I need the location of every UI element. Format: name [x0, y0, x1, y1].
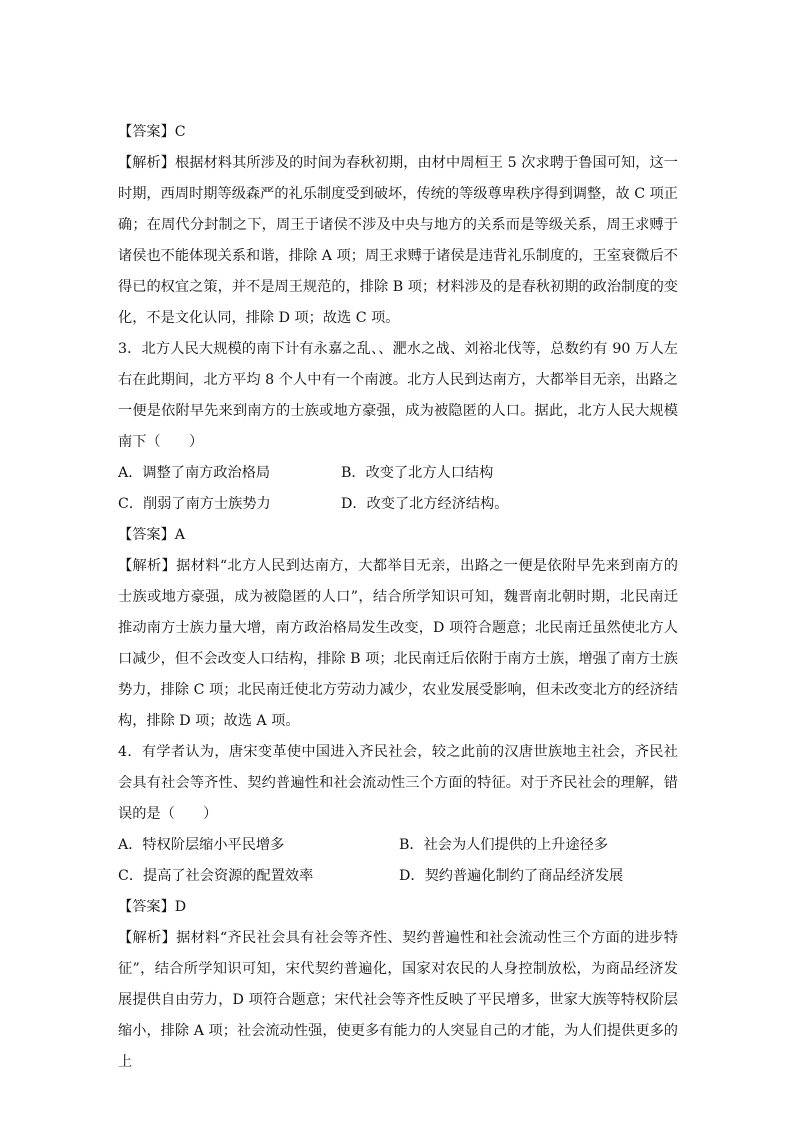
- option-c: C．提高了社会资源的配置效率: [118, 868, 314, 884]
- option-a: A．调整了南方政治格局: [118, 465, 271, 481]
- answer-line: 【答案】C: [118, 124, 186, 140]
- question-3-options-row-2: [118, 489, 678, 520]
- option-b: B．社会为人们提供的上升途径多: [399, 837, 609, 853]
- question-4-options-row-1: [118, 830, 678, 861]
- question-4: 4．有学者认为，唐宋变革使中国进入齐民社会，较之此前的汉唐世族地主社会，齐民社会具有社会等齐性、契约普遍性和社会流动性三个方面的特征。对于齐民社会的理解，错误的是（ ）: [118, 744, 678, 822]
- option-d: D．改变了北方经济结构。: [341, 496, 509, 512]
- question-3-options-row-1: [118, 458, 678, 489]
- option-d: D．契约普遍化制约了商品经济发展: [399, 868, 624, 884]
- option-b: B．改变了北方人口结构: [341, 465, 494, 481]
- answer-line: 【答案】D: [118, 899, 187, 915]
- analysis-paragraph: 【解析】据材料“齐民社会具有社会等齐性、契约普遍性和社会流动性三个方面的进步特征”，结合所学知识可知，宋代契约普遍化，国家对农民的人身控制放松，为商品经济发展提供自由劳力，D 项符合题意；宋代社会等齐性反映了平民增多，世家大族等特权阶层缩小，排除 A 项；社会流动性强，使更多有能力的人突显自己的才能，为人们提供更多的上: [118, 930, 678, 1070]
- question-4-options-row-2: [118, 861, 678, 892]
- option-c: C．削弱了南方士族势力: [118, 496, 271, 512]
- question-3: 3．北方人民大规模的南下计有永嘉之乱、、淝水之战、刘裕北伐等，总数约有 90 万人左右在此期间，北方平均 8 个人中有一个南渡。北方人民到达南方，大都举目无亲，出路之一便是依附早先来到南方的士族或地方豪强，成为被隐匿的人口。据此，北方人民大规模南下（ ）: [118, 341, 678, 450]
- answer-line: 【答案】A: [118, 527, 185, 543]
- analysis-paragraph: 【解析】据材料“北方人民到达南方，大都举目无亲，出路之一便是依附早先来到南方的士族或地方豪强，成为被隐匿的人口”，结合所学知识可知，魏晋南北朝时期，北民南迁推动南方士族力量大增，南方政治格局发生改变，D 项符合题意；北民南迁虽然使北方人口减少，但不会改变人口结构，排除 B 项；北民南迁后依附于南方士族，增强了南方士族势力，排除 C 项；北民南迁使北方劳动力减少，农业发展受影响，但未改变北方的经济结构，排除 D 项；故选 A 项。: [118, 558, 678, 729]
- document-content: [118, 117, 678, 1078]
- option-a: A．特权阶层缩小平民增多: [118, 837, 285, 853]
- analysis-paragraph: 【解析】根据材料其所涉及的时间为春秋初期，由材中周桓王 5 次求聘于鲁国可知，这一时期，西周时期等级森严的礼乐制度受到破坏，传统的等级尊卑秩序得到调整，故 C 项正确；在周代分封制之下，周王于诸侯不涉及中央与地方的关系而是等级关系，周王求赙于诸侯也不能体现关系和谐，排除 A 项；周王求赙于诸侯是违背礼乐制度的，王室衰微后不得已的权宜之策，并不是周王规范的，排除 B 项；材料涉及的是春秋初期的政治制度的变化，不是文化认同，排除 D 项；故选 C 项。: [118, 155, 678, 326]
